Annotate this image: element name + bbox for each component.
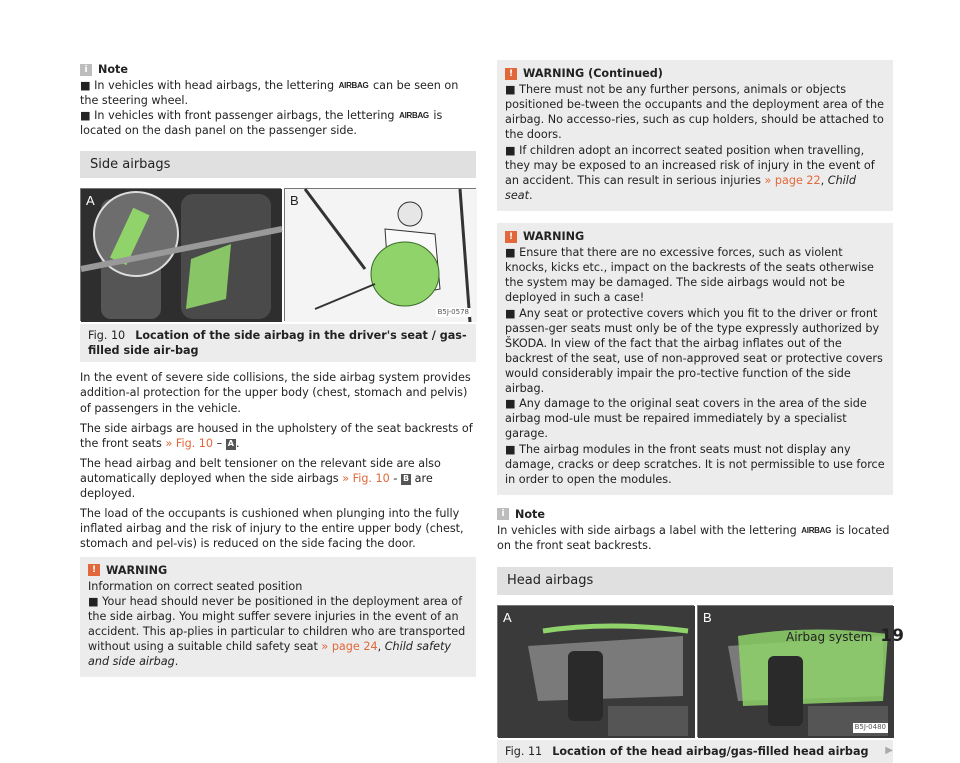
- warning-heading: WARNING (Continued): [523, 67, 663, 80]
- figure-label-b: B: [290, 193, 299, 209]
- warning-item: ■ Ensure that there are no excessive forces, such as violent knocks, kicks etc., impact on the backrests of the seats otherwise the system may be damaged. The side airbags would not be deployed in such a case!: [505, 246, 874, 305]
- figure-10: [80, 188, 476, 321]
- note-line: In vehicles with side airbags a label with the lettering AIRBAG is located on the front seat backrests.: [497, 523, 890, 553]
- warning-line: ■ There must not be any further persons, animals or objects positioned be-tween the occupants and the deployment area of the airbag. No accesso-ries, such as cup holders, should be attached to the doors.: [505, 83, 884, 142]
- figure-panel-b: [284, 188, 476, 321]
- airbag-logo-icon: AIRBAG: [338, 81, 369, 91]
- warning-icon: !: [505, 231, 517, 243]
- page-link[interactable]: » page 22: [764, 173, 821, 187]
- figure-link[interactable]: » Fig. 10: [165, 436, 214, 450]
- warning-line: ■ Your head should never be positioned in the deployment area of the side airbag. You might suffer severe injuries in the event of an accident. This ap-plies in particular to children who are transported without using a suitable child safety seat » page 24, Child safety and side airbag.: [88, 594, 466, 669]
- letter-box-a: A: [227, 438, 234, 448]
- body-text: [80, 370, 476, 551]
- figure-label-a: A: [503, 609, 512, 625]
- warning-heading: WARNING: [523, 229, 585, 243]
- section-title: Head airbags: [497, 567, 893, 595]
- page-footer: [786, 625, 904, 648]
- section-title: Side airbags: [80, 151, 476, 179]
- paragraph: The load of the occupants is cushioned when plunging into the fully inflated airbag and the risk of injury to the entire upper body (chest, stomach and pel-vis) is reduced on the side facing the door.: [80, 507, 464, 551]
- warning-line: ■ If children adopt an incorrect seated position when travelling, they may be exposed to an increased risk of injury in the event of an accident. This can result in serious injuries » page 22, Child seat.: [505, 143, 875, 202]
- paragraph: In the event of severe side collisions, the side airbag system provides addition-al protection for the upper body (chest, stomach and pelvis) of passengers in the vehicle.: [80, 371, 471, 415]
- airbag-logo-icon: AIRBAG: [399, 111, 429, 121]
- occupant-illustration: [285, 189, 477, 322]
- figure-link[interactable]: » Fig. 10: [342, 471, 390, 485]
- warning-box: [497, 223, 893, 495]
- paragraph: The head airbag and belt tensioner on the relevant side are also automatically deployed when the side airbags » Fig. 10 - B are deployed.: [80, 456, 441, 501]
- figure-label-b: B: [703, 609, 712, 625]
- figure-panel-a: [80, 188, 281, 321]
- note-box: [80, 56, 476, 139]
- figure-caption: Fig. 11 Location of the head airbag/gas-filled head airbag ▶: [497, 740, 893, 763]
- note-line: ■ In vehicles with front passenger airbags, the lettering AIRBAG is located on the dash panel on the passenger side.: [80, 109, 443, 138]
- warning-item: ■ The airbag modules in the front seats must not display any damage, cracks or deep scratches. It is not permissible to use force in order to open the modules.: [505, 442, 885, 486]
- warning-continued-box: [497, 60, 893, 211]
- paragraph: The side airbags are housed in the upholstery of the seat backrests of the front seats » Fig. 10 – A .: [80, 421, 473, 450]
- right-column: [497, 60, 893, 763]
- figure-code: B5J-0578: [437, 307, 469, 316]
- warning-line: Information on correct seated position: [88, 579, 303, 593]
- footer-section: Airbag system: [786, 630, 873, 644]
- warning-item: ■ Any seat or protective covers which you fit to the driver or front passen-ger seats must only be of the type expressly authorized by ŠKODA. In view of the fact that the airbag inflates out of the backrest of the seat, use of non-approved seat or protective covers would considerably impair the pro-tective function of the side airbag.: [505, 306, 883, 396]
- warning-icon: !: [505, 68, 517, 80]
- warning-icon: !: [88, 564, 100, 576]
- warning-box: [80, 557, 476, 678]
- left-column: [80, 56, 476, 677]
- page-number: 19: [880, 626, 904, 646]
- note-heading: Note: [98, 63, 128, 76]
- figure-caption: Fig. 10 Location of the side airbag in the driver's seat / gas-filled side air-bag: [80, 324, 476, 362]
- page-link[interactable]: » page 24: [321, 640, 378, 654]
- continue-arrow-icon: ▶: [885, 744, 893, 756]
- info-icon: i: [80, 64, 92, 76]
- warning-heading: WARNING: [106, 563, 168, 577]
- figure-label-a: A: [86, 193, 95, 209]
- info-icon: i: [497, 508, 509, 520]
- car-interior-illustration: [498, 606, 695, 738]
- warning-item: ■ Any damage to the original seat covers in the area of the side airbag mod-ule must be repaired immediately by a specialist garage.: [505, 397, 867, 441]
- letter-box-b: B: [402, 473, 410, 483]
- note-line: ■ In vehicles with head airbags, the lettering AIRBAG can be seen on the steering wheel.: [80, 79, 459, 108]
- figure-panel-a: [497, 605, 694, 737]
- airbag-logo-icon: AIRBAG: [801, 525, 832, 535]
- note-box: [497, 507, 893, 553]
- seat-illustration: [81, 189, 282, 322]
- figure-code: B5J-0480: [854, 723, 886, 732]
- note-heading: Note: [515, 507, 545, 521]
